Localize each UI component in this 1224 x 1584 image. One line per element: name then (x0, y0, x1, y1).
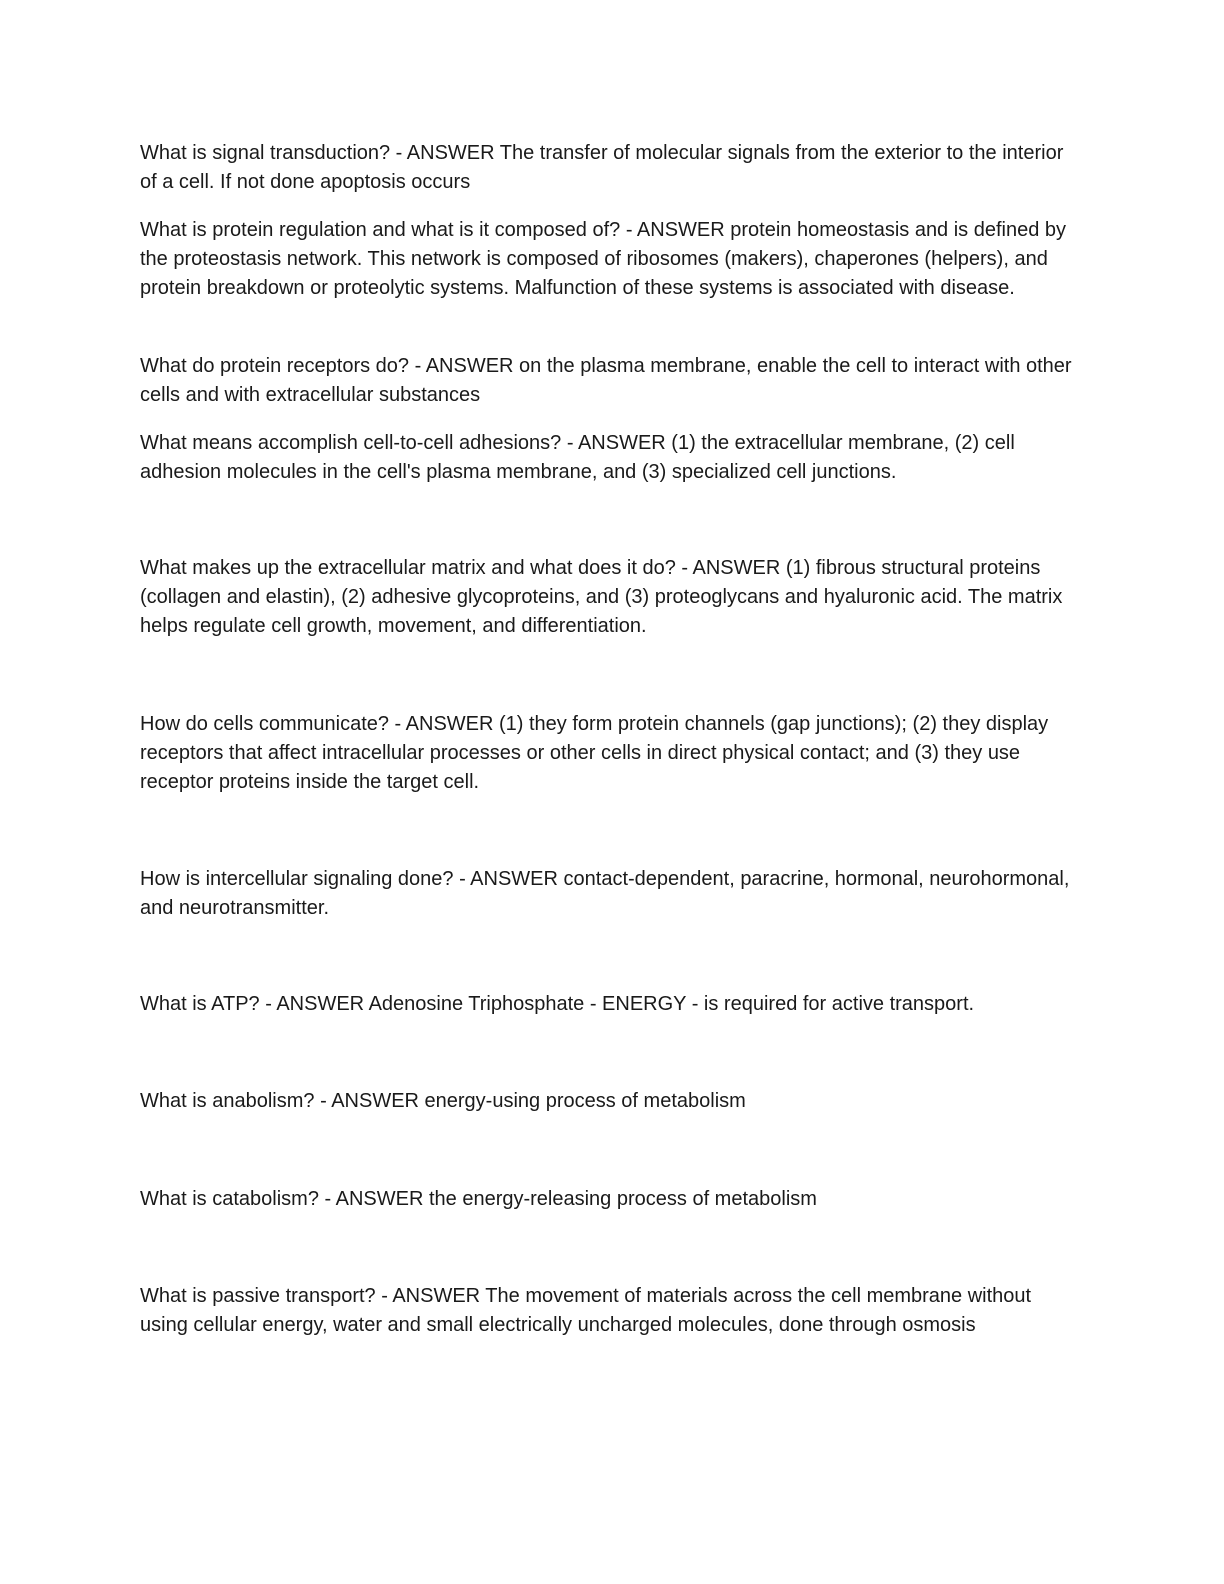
qa-atp: What is ATP? - ANSWER Adenosine Triphosphate - ENERGY - is required for active transport. (140, 993, 975, 1015)
qa-anabolism: What is anabolism? - ANSWER energy-using process of metabolism (140, 1090, 746, 1112)
qa-passive-transport: What is passive transport? - ANSWER The movement of materials across the cell membrane without using cellular energy, water and small electrically uncharged molecules, done through osmosis (140, 1285, 1032, 1336)
qa-extracellular-matrix: What makes up the extracellular matrix and what does it do? - ANSWER (1) fibrous structural proteins (collagen and elastin), (2) adhesive glycoproteins, and (3) proteoglycans and hyaluronic acid. The matrix helps regulate cell growth, movement, and differentiation. (140, 557, 1063, 637)
qa-catabolism: What is catabolism? - ANSWER the energy-releasing process of metabolism (140, 1188, 817, 1210)
qa-signal-transduction: What is signal transduction? - ANSWER The transfer of molecular signals from the exterior to the interior of a cell. If not done apoptosis occurs (140, 142, 1064, 193)
qa-cell-communication: How do cells communicate? - ANSWER (1) they form protein channels (gap junctions); (2) they display receptors that affect intracellular processes or other cells in direct physical contact; and (3) they use receptor proteins inside the target cell. (140, 713, 1049, 793)
qa-protein-regulation: What is protein regulation and what is it composed of? - ANSWER protein homeostasis and is defined by the proteostasis network. This network is composed of ribosomes (makers), chaperones (helpers), and protein breakdown or proteolytic systems. Malfunction of these systems is associated with disease. (140, 219, 1067, 299)
qa-protein-receptors: What do protein receptors do? - ANSWER on the plasma membrane, enable the cell to interact with other cells and with extracellular substances (140, 355, 1072, 406)
qa-cell-adhesions: What means accomplish cell-to-cell adhesions? - ANSWER (1) the extracellular membrane, (2) cell adhesion molecules in the cell's plasma membrane, and (3) specialized cell junctions. (140, 432, 1015, 483)
qa-intercellular-signaling: How is intercellular signaling done? - ANSWER contact-dependent, paracrine, hormonal, neurohormonal, and neurotransmitter. (140, 868, 1070, 919)
